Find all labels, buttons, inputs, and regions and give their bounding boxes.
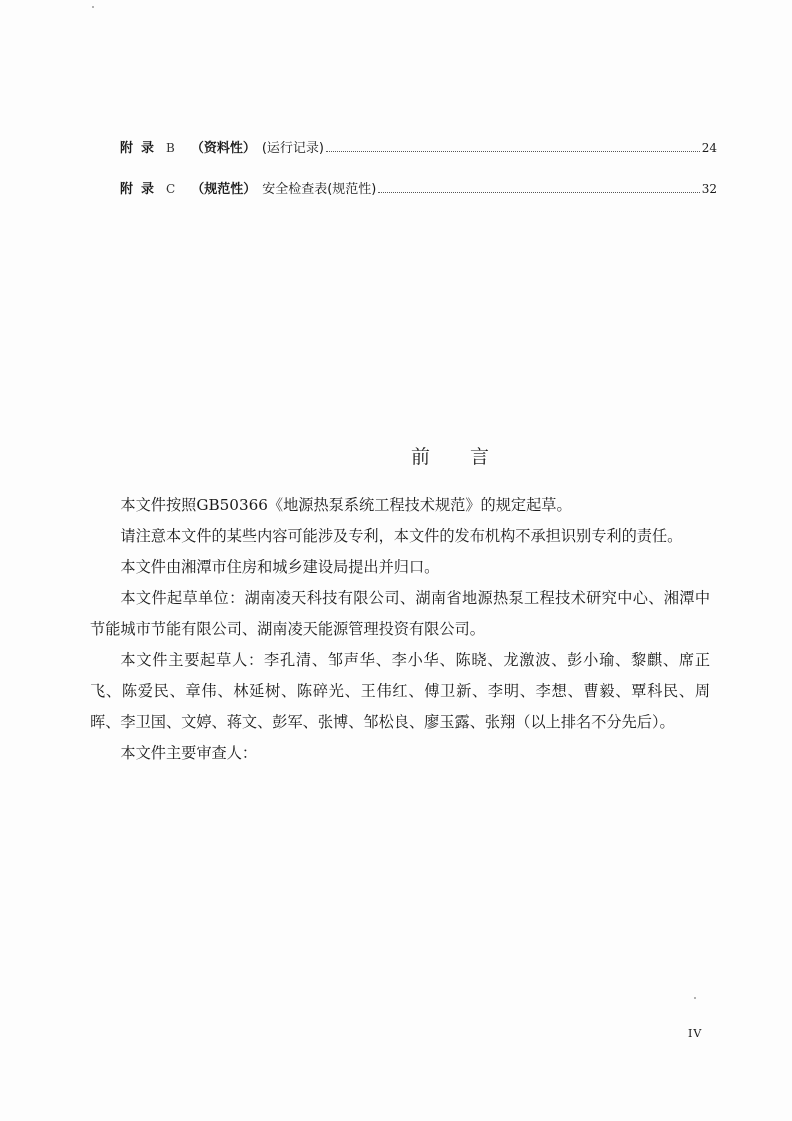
foreword-paragraph: 请注意本文件的某些内容可能涉及专利，本文件的发布机构不承担识别专利的责任。	[120, 527, 683, 545]
toc-entry-label: 附录	[120, 141, 163, 156]
scan-speck	[694, 997, 696, 999]
foreword-paragraph: 本文件由湘潭市住房和城乡建设局提出并归口。	[120, 558, 440, 576]
toc-leader-dots	[326, 150, 700, 152]
foreword-paragraph: 本文件起草单位：湖南凌天科技有限公司、湖南省地源热泵工程技术研究中心、湘潭中节能城市节能有限公司、湖南凌天能源管理投资有限公司。	[90, 589, 710, 638]
toc-entry-letter: B	[166, 141, 175, 155]
foreword-paragraph: 本文件按照GB50366《地源热泵系统工程技术规范》的规定起草。	[120, 496, 572, 514]
foreword-title: 前言	[410, 446, 529, 468]
foreword-paragraph: 本文件主要审查人：	[120, 744, 258, 762]
toc-entry-appendix-c[interactable]	[120, 178, 717, 198]
toc-entry-appendix-b[interactable]	[120, 137, 717, 157]
foreword-body	[90, 490, 710, 769]
toc-entry-title: (运行记录)	[261, 141, 325, 156]
toc-entry-type: （资料性）	[190, 141, 256, 156]
toc-entry-type: （规范性）	[191, 182, 257, 197]
toc-leader-dots	[378, 191, 699, 193]
foreword-paragraph: 本文件主要起草人：李孔清、邹声华、李小华、陈晓、龙激波、彭小瑜、黎麒、席正飞、陈爱民、章伟、林延树、陈碎光、王伟红、傅卫新、李明、李想、曹毅、覃科民、周晖、李卫国、文婷、蒋文、彭军、张博、邹松良、廖玉露、张翔（以上排名不分先后）。	[90, 651, 710, 731]
toc-entry-label: 附录	[120, 182, 163, 197]
toc-entry-page: 32	[701, 182, 717, 196]
toc-entry-page: 24	[701, 141, 717, 155]
scan-speck	[92, 6, 94, 8]
toc-entry-title: 安全检查表(规范性)	[262, 182, 377, 197]
page-number: IV	[688, 1027, 703, 1040]
toc-entry-letter: C	[166, 182, 176, 196]
